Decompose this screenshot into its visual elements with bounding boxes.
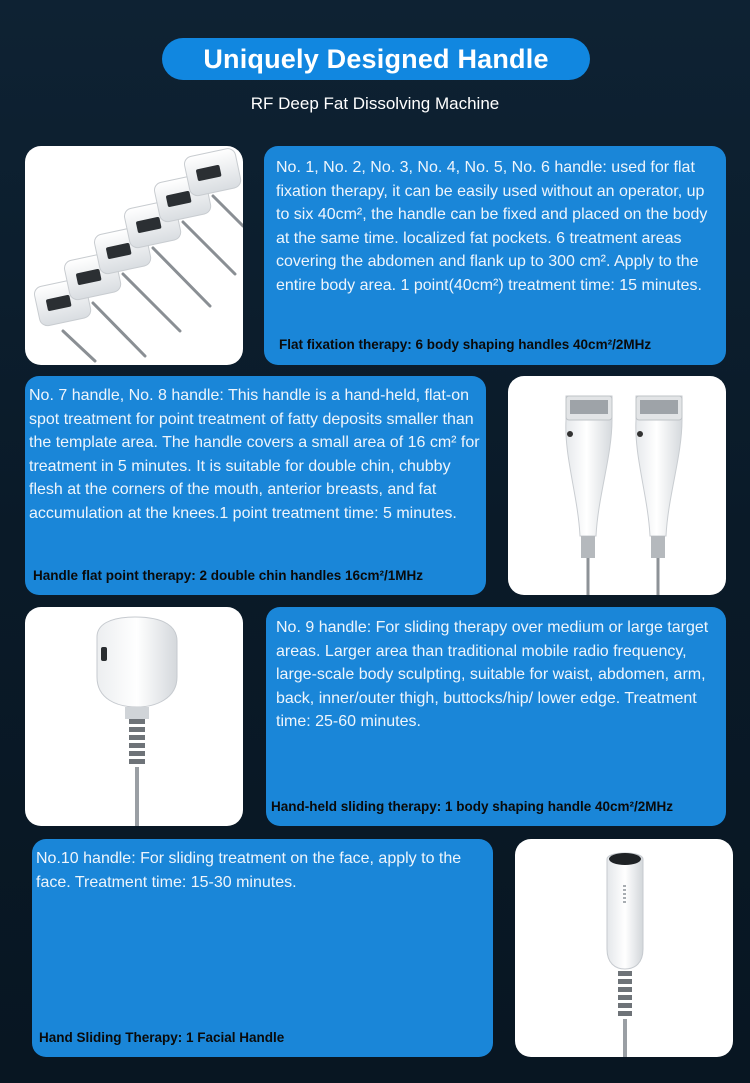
- section-1-card: [264, 146, 726, 365]
- section-3-card: [266, 607, 726, 826]
- six-handles-image: [25, 146, 243, 365]
- facial-handle-image: [515, 839, 733, 1057]
- section-2-caption: Handle flat point therapy: 2 double chin handles 16cm²/1MHz: [33, 568, 424, 583]
- section-3-caption: Hand-held sliding therapy: 1 body shaping handle 40cm²/2MHz: [271, 799, 674, 814]
- section-4-description: No.10 handle: For sliding treatment on the face, apply to the face. Treatment time: 15-30 minutes.: [36, 850, 462, 891]
- section-3-description: No. 9 handle: For sliding therapy over medium or large target areas. Larger area than traditional mobile radio frequency, large-scale body sculpting, suitable for waist, abdomen, arm, back, inner/outer thigh, buttocks/hip/ lower edge. Treatment time: 25-60 minutes.: [276, 619, 709, 731]
- two-handles-image: [508, 376, 726, 595]
- section-4-card: [32, 839, 493, 1057]
- section-4-caption: Hand Sliding Therapy: 1 Facial Handle: [39, 1030, 285, 1045]
- body-shaping-handle-image: [25, 607, 243, 826]
- section-1-description: No. 1, No. 2, No. 3, No. 4, No. 5, No. 6 handle: used for flat fixation therapy, it can be easily used without an operator, up to six 40cm², the handle can be fixed and placed on the body at the same time. localized fat pockets. 6 treatment areas covering the abdomen and flank up to 300 cm². Apply to the entire body area. 1 point(40cm²) treatment time: 15 minutes.: [276, 159, 708, 294]
- section-2-description: No. 7 handle, No. 8 handle: This handle is a hand-held, flat-on spot treatment for point treatment of fatty deposits smaller than the template area. The handle covers a small area of 16 cm² for treatment in 5 minutes. It is suitable for double chin, chubby flesh at the corners of the mouth, anterior breasts, and fat accumulation at the knees.1 point treatment time: 5 minutes.: [29, 387, 480, 522]
- page-title: Uniquely Designed Handle: [162, 38, 590, 80]
- page-subtitle: RF Deep Fat Dissolving Machine: [250, 94, 500, 113]
- section-1-caption: Flat fixation therapy: 6 body shaping handles 40cm²/2MHz: [279, 337, 652, 352]
- section-2-card: [25, 376, 486, 595]
